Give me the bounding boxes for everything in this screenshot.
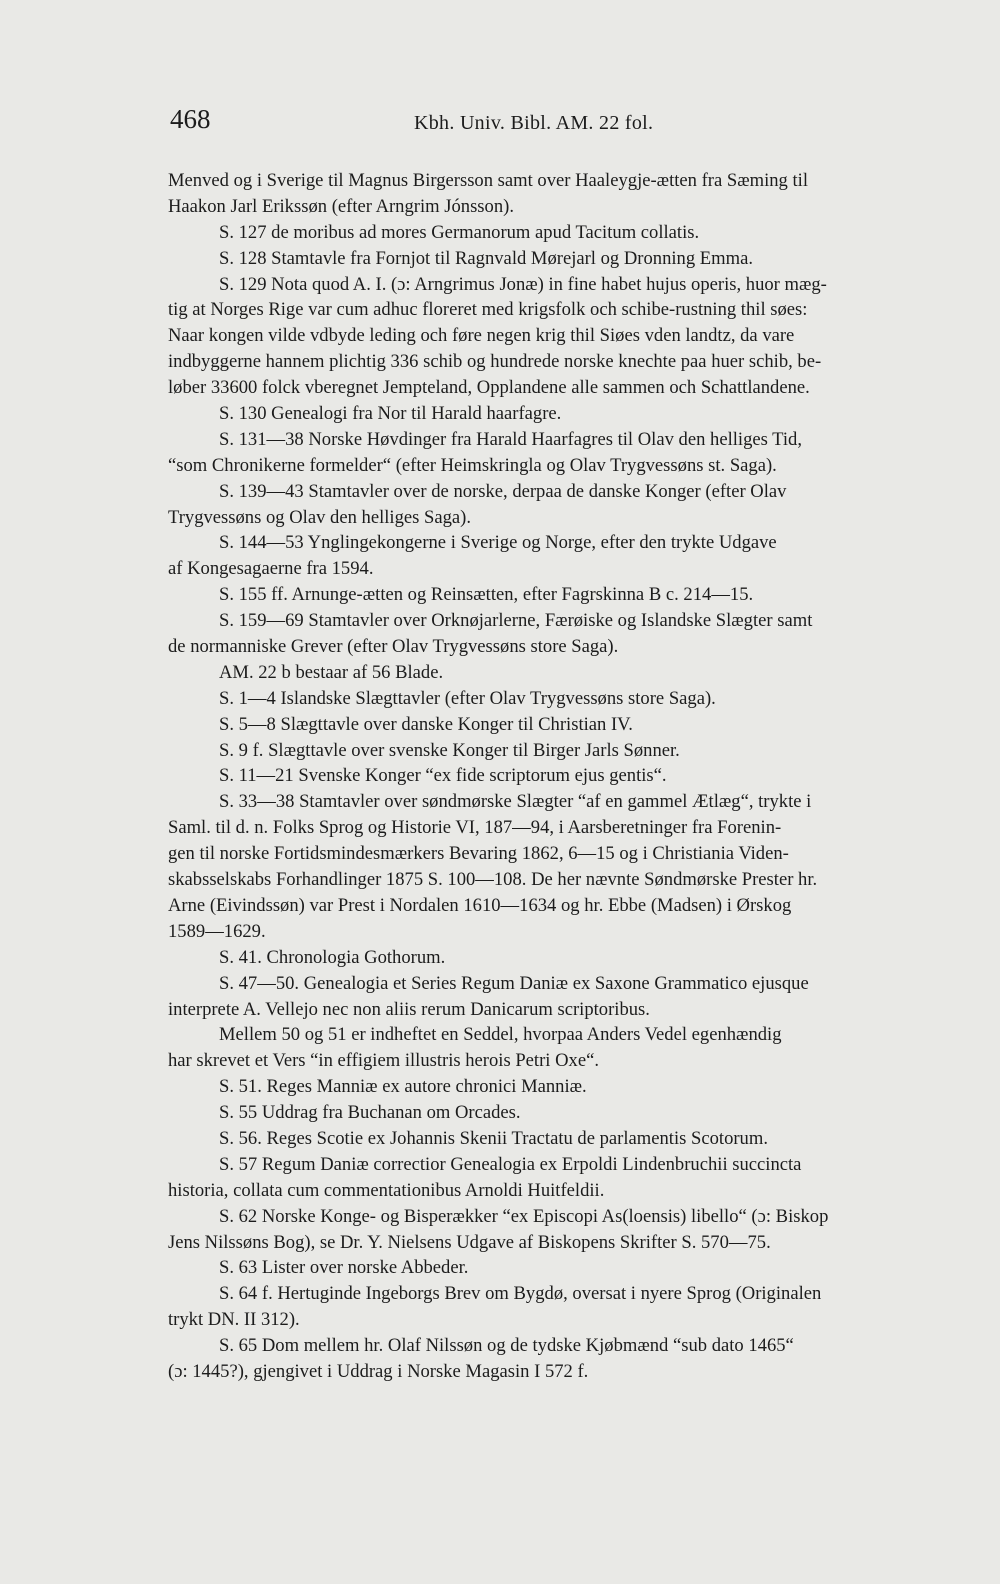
text-line: S. 1—4 Islandske Slægttavler (efter Olav Trygvessøns store Saga). [219, 687, 716, 709]
text-line: S. 127 de moribus ad mores Germanorum apud Tacitum collatis. [219, 221, 700, 243]
text-line: S. 55 Uddrag fra Buchanan om Orcades. [219, 1102, 521, 1124]
running-title: Kbh. Univ. Bibl. AM. 22 fol. [414, 112, 654, 134]
text-line: S. 11—21 Svenske Konger “ex fide scriptorum ejus gentis“. [219, 765, 667, 787]
text-line: Naar kongen vilde vdbyde leding och føre negen krig thil Siøes vden landtz, da vare [168, 325, 795, 347]
text-line: S. 155 ff. Arnunge-ætten og Reinsætten, efter Fagrskinna B c. 214—15. [219, 584, 754, 606]
text-line: (ɔ: 1445?), gjengivet i Uddrag i Norske Magasin I 572 f. [168, 1360, 589, 1382]
page-number: 468 [170, 104, 211, 134]
text-line: S. 57 Regum Daniæ correctior Genealogia ex Erpoldi Lindenbruchii succincta [219, 1153, 802, 1175]
text-line: S. 56. Reges Scotie ex Johannis Skenii Tractatu de parlamentis Scotorum. [219, 1127, 768, 1149]
text-line: interprete A. Vellejo nec non aliis rerum Danicarum scriptoribus. [168, 998, 650, 1020]
text-line: S. 33—38 Stamtavler over søndmørske Slægter “af en gammel Ætlæg“, trykte i [219, 791, 812, 813]
text-line: S. 129 Nota quod A. I. (ɔ: Arngrimus Jonæ) in fine habet hujus operis, huor mæg- [219, 273, 827, 295]
text-line: S. 9 f. Slægttavle over svenske Konger til Birger Jarls Sønner. [219, 739, 680, 761]
text-line: S. 41. Chronologia Gothorum. [219, 946, 446, 968]
text-line: S. 47—50. Genealogia et Series Regum Daniæ ex Saxone Grammatico ejusque [219, 972, 809, 994]
body-text [168, 168, 964, 1385]
text-line: S. 128 Stamtavle fra Fornjot til Ragnvald Mørejarl og Dronning Emma. [219, 247, 753, 269]
text-line: af Kongesagaerne fra 1594. [168, 558, 374, 580]
text-line: Jens Nilssøns Bog), se Dr. Y. Nielsens Udgave af Biskopens Skrifter S. 570—75. [168, 1231, 771, 1253]
text-line: S. 144—53 Ynglingekongerne i Sverige og Norge, efter den trykte Udgave [219, 532, 777, 554]
text-line: Haakon Jarl Erikssøn (efter Arngrim Jónsson). [168, 195, 514, 217]
text-line: historia, collata cum commentationibus Arnoldi Huitfeldii. [168, 1179, 605, 1201]
text-line: “som Chronikerne formelder“ (efter Heimskringla og Olav Trygvessøns st. Saga). [168, 454, 777, 476]
text-line: S. 64 f. Hertuginde Ingeborgs Brev om Bygdø, oversat i nyere Sprog (Originalen [219, 1283, 822, 1305]
text-line: S. 130 Genealogi fra Nor til Harald haarfagre. [219, 403, 562, 425]
text-line: Arne (Eivindssøn) var Prest i Nordalen 1610—1634 og hr. Ebbe (Madsen) i Ørskog [168, 894, 792, 916]
text-line: S. 5—8 Slægttavle over danske Konger til Christian IV. [219, 713, 633, 735]
text-line: Mellem 50 og 51 er indheftet en Seddel, hvorpaa Anders Vedel egenhændig [219, 1024, 782, 1046]
text-line: har skrevet et Vers “in effigiem illustris herois Petri Oxe“. [168, 1050, 599, 1072]
text-line: de normanniske Grever (efter Olav Trygvessøns store Saga). [168, 636, 619, 658]
text-line: S. 131—38 Norske Høvdinger fra Harald Haarfagres til Olav den helliges Tid, [219, 428, 802, 450]
text-line: AM. 22 b bestaar af 56 Blade. [219, 661, 444, 683]
text-line: skabsselskabs Forhandlinger 1875 S. 100—108. De her nævnte Søndmørske Prester hr. [168, 869, 818, 891]
text-line: trykt DN. II 312). [168, 1309, 300, 1331]
text-line: løber 33600 folck vberegnet Jempteland, Opplandene alle sammen och Schattlandene. [168, 377, 810, 399]
text-line: S. 51. Reges Manniæ ex autore chronici Manniæ. [219, 1076, 587, 1098]
text-line: S. 159—69 Stamtavler over Orknøjarlerne, Færøiske og Islandske Slægter samt [219, 610, 813, 632]
text-line: Trygvessøns og Olav den helliges Saga). [168, 506, 471, 528]
text-line: gen til norske Fortidsmindesmærkers Bevaring 1862, 6—15 og i Christiania Viden- [168, 843, 789, 865]
page-header [170, 104, 770, 144]
text-line: tig at Norges Rige var cum adhuc floreret med krigsfolk och schibe-rustning thil søes: [168, 299, 808, 321]
text-line: 1589—1629. [168, 920, 266, 942]
text-line: S. 139—43 Stamtavler over de norske, derpaa de danske Konger (efter Olav [219, 480, 787, 502]
text-line: S. 62 Norske Konge- og Bisperækker “ex Episcopi As(loensis) libello“ (ɔ: Biskop [219, 1205, 829, 1227]
text-line: Menved og i Sverige til Magnus Birgersson samt over Haaleygje-ætten fra Sæming til [168, 170, 809, 191]
text-line: S. 63 Lister over norske Abbeder. [219, 1257, 469, 1279]
text-line: S. 65 Dom mellem hr. Olaf Nilssøn og de tydske Kjøbmænd “sub dato 1465“ [219, 1335, 794, 1357]
text-line: Saml. til d. n. Folks Sprog og Historie VI, 187—94, i Aarsberetninger fra Forenin- [168, 817, 782, 839]
text-line: indbyggerne hannem plichtig 336 schib og hundrede norske knechte paa huer schib, be- [168, 351, 822, 373]
